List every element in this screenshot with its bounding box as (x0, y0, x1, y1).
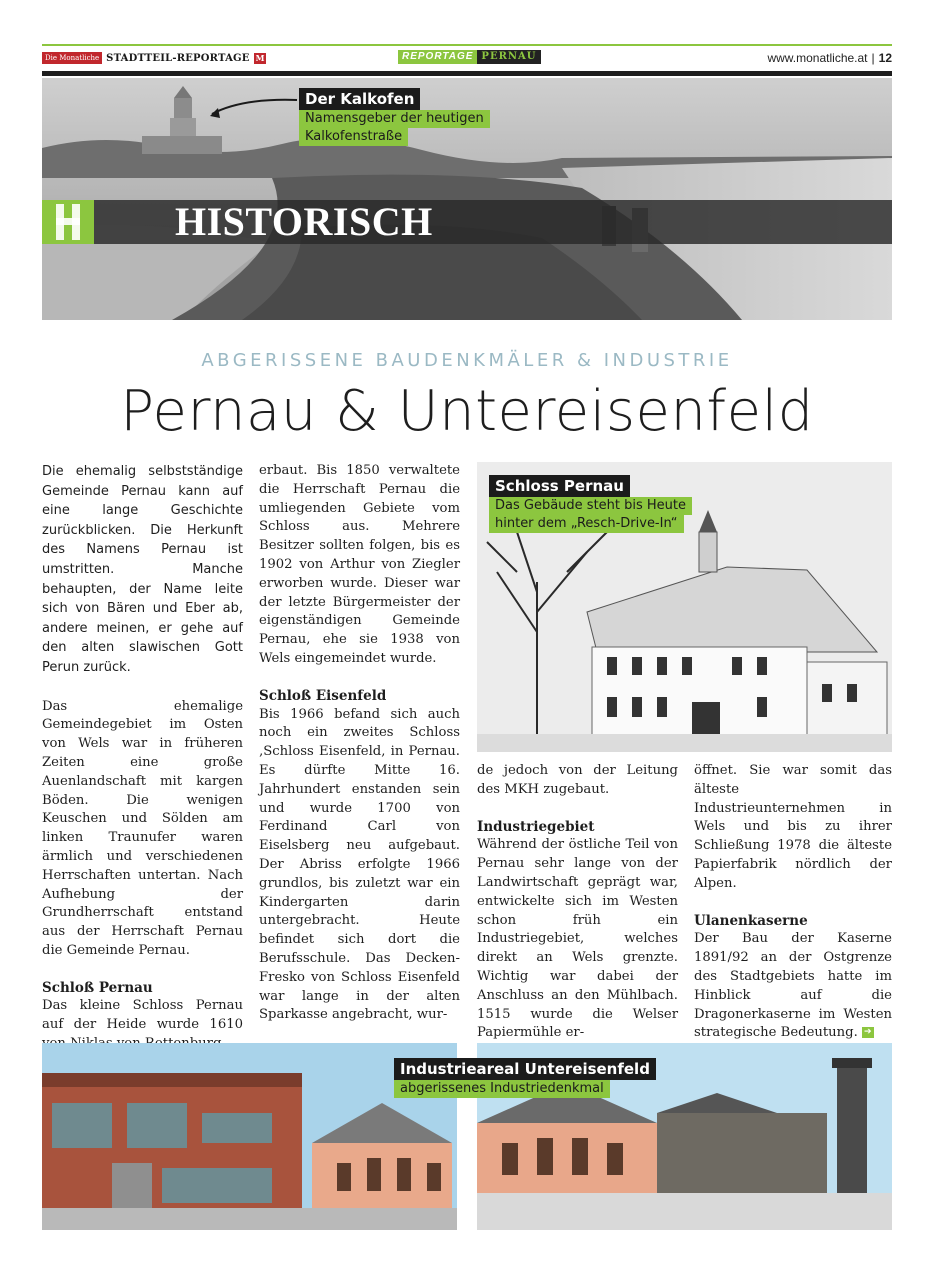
website-link[interactable]: www.monatliche.at (767, 51, 868, 65)
hero-caption (299, 88, 490, 146)
text-column-4 (694, 762, 892, 1043)
header-separator: | (871, 51, 875, 65)
paragraph-papiermuehle: öffnet. Sie war somit das älteste Industrieunternehmen in Wels und bis zu ihrer Schließung 1978 die älteste Papierfabrik nördlich der Alpen. (694, 763, 892, 891)
publication-logo: Die Monatliche (42, 52, 102, 64)
hero-caption-line1: Namensgeber der heutigen (299, 110, 490, 128)
header-right (767, 51, 892, 65)
page-header (42, 50, 892, 70)
historisch-banner (42, 200, 892, 244)
schloss-caption-line1: Das Gebäude steht bis Heute (489, 497, 692, 515)
heading-industriegebiet: Industriegebiet (477, 818, 595, 835)
paragraph-industriegebiet: Während der östliche Teil von Pernau sehr lange von der Landwirtschaft geprägt war, entwickelte sich im Westen schon früh ein Industriegebiet, welches direkt an Wels grenzte. Wichtig war dabei der Anschluss an den Mühlbach. 1515 wurde die Welser Papiermühle er- (477, 837, 678, 1041)
historisch-h-icon (42, 200, 94, 244)
historisch-label: HISTORISCH (175, 199, 433, 244)
paragraph-gemeindegebiet: Das ehemalige Gemeindegebiet im Osten von Wels war in früheren Zeiten eine große Auenlandschaft mit kargen Böden. Die wenigen Keuschen und Sölden am linken Traunufer waren ärmlich und verschiedenen Herrschaften untertan. Nach Aufhebung der Grundherrschaft entstand aus der Herrschaft Pernau die Gemeinde Pernau. (42, 698, 243, 958)
article-kicker: ABGERISSENE BAUDENKMÄLER & INDUSTRIE (201, 350, 733, 371)
page-number: 12 (878, 51, 892, 65)
report-label: REPORTAGE (398, 50, 477, 64)
industrie-caption-line1: abgerissenes Industriedenkmal (394, 1080, 610, 1098)
heading-schloss-pernau: Schloß Pernau (42, 979, 153, 996)
industrie-caption-title: Industrieareal Untereisenfeld (394, 1058, 656, 1080)
district-label: PERNAU (477, 50, 540, 64)
photo-schloss-pernau (477, 462, 892, 752)
text-column-3 (477, 762, 678, 1043)
header-bottom-rule (42, 71, 892, 76)
end-arrow-icon: ➔ (862, 1027, 874, 1038)
report-tag (398, 50, 541, 64)
paragraph-ulanenkaserne-text: Der Bau der Kaserne 1891/92 an der Ostgrenze des Stadtgebiets hatte im Hinblick auf die Dragonerkaserne im Westen strategische Bedeutung. (694, 931, 892, 1041)
paragraph-schloss-pernau-cont: erbaut. Bis 1850 verwaltete die Herrschaft Pernau die umliegenden Gebiete vom Schloss aus. Mehrere Besitzer sollten folgen, bis es 1902 von Arthur von Ziegler erworben wurde. Dieser war der letzte Bürgermeister der eigenständigen Gemeinde Pernau, ehe sie 1938 von Wels eingemeindet wurde. (259, 463, 460, 666)
heading-ulanenkaserne: Ulanenkaserne (694, 912, 808, 929)
hero-caption-title: Der Kalkofen (299, 88, 420, 110)
hero-caption-line2: Kalkofenstraße (299, 128, 408, 146)
article-lead: Die ehemalig selbstständige Gemeinde Pernau kann auf eine lange Geschichte zurückblicken. Die Herkunft des Namens Pernau ist umstritten. Manche behaupten, der Name leite sich von Bären und Eber ab, andere meinen, er gehe auf den alten slawischen Gott Perun zurück. (42, 464, 243, 675)
schloss-caption (489, 475, 692, 533)
paragraph-schloss-eisenfeld-cont: de jedoch von der Leitung des MKH zugebaut. (477, 763, 678, 797)
paragraph-schloss-eisenfeld: Bis 1966 befand sich auch noch ein zweites Schloss ‚Schloss Eisenfeld, in Pernau. Es dürfte Mitte 16. Jahrhundert enstanden sein und wurde 1700 von Ferdinand Carl von Eiselsberg neu aufgebaut. Der Abriss erfolgte 1966 grundlos, bis zuletzt war ein Kindergarten darin untergebracht. Heute befindet sich dort die Berufsschule. Das Decken-Fresko von Schloss Eisenfeld war lange in der alten Sparkasse angebracht, wur- (259, 706, 460, 1023)
industrie-caption (394, 1058, 656, 1098)
heading-schloss-eisenfeld: Schloß Eisenfeld (259, 687, 387, 704)
text-column-2 (259, 462, 460, 1025)
schloss-caption-title: Schloss Pernau (489, 475, 630, 497)
paragraph-schloss-pernau-start: Das kleine Schloss Pernau auf der Heide wurde 1610 (42, 998, 243, 1033)
m-badge: M (255, 52, 265, 63)
section-label: STADTTEIL-REPORTAGE (106, 52, 250, 64)
paragraph-ulanenkaserne (694, 930, 892, 1043)
header-left (42, 52, 266, 64)
article-title: Pernau & Untereisenfeld (120, 379, 814, 444)
hero-photo-kalkofen (42, 78, 892, 320)
schloss-caption-line2: hinter dem „Resch-Drive-In“ (489, 515, 684, 533)
text-column-1 (42, 462, 243, 1054)
header-top-rule (42, 44, 892, 46)
